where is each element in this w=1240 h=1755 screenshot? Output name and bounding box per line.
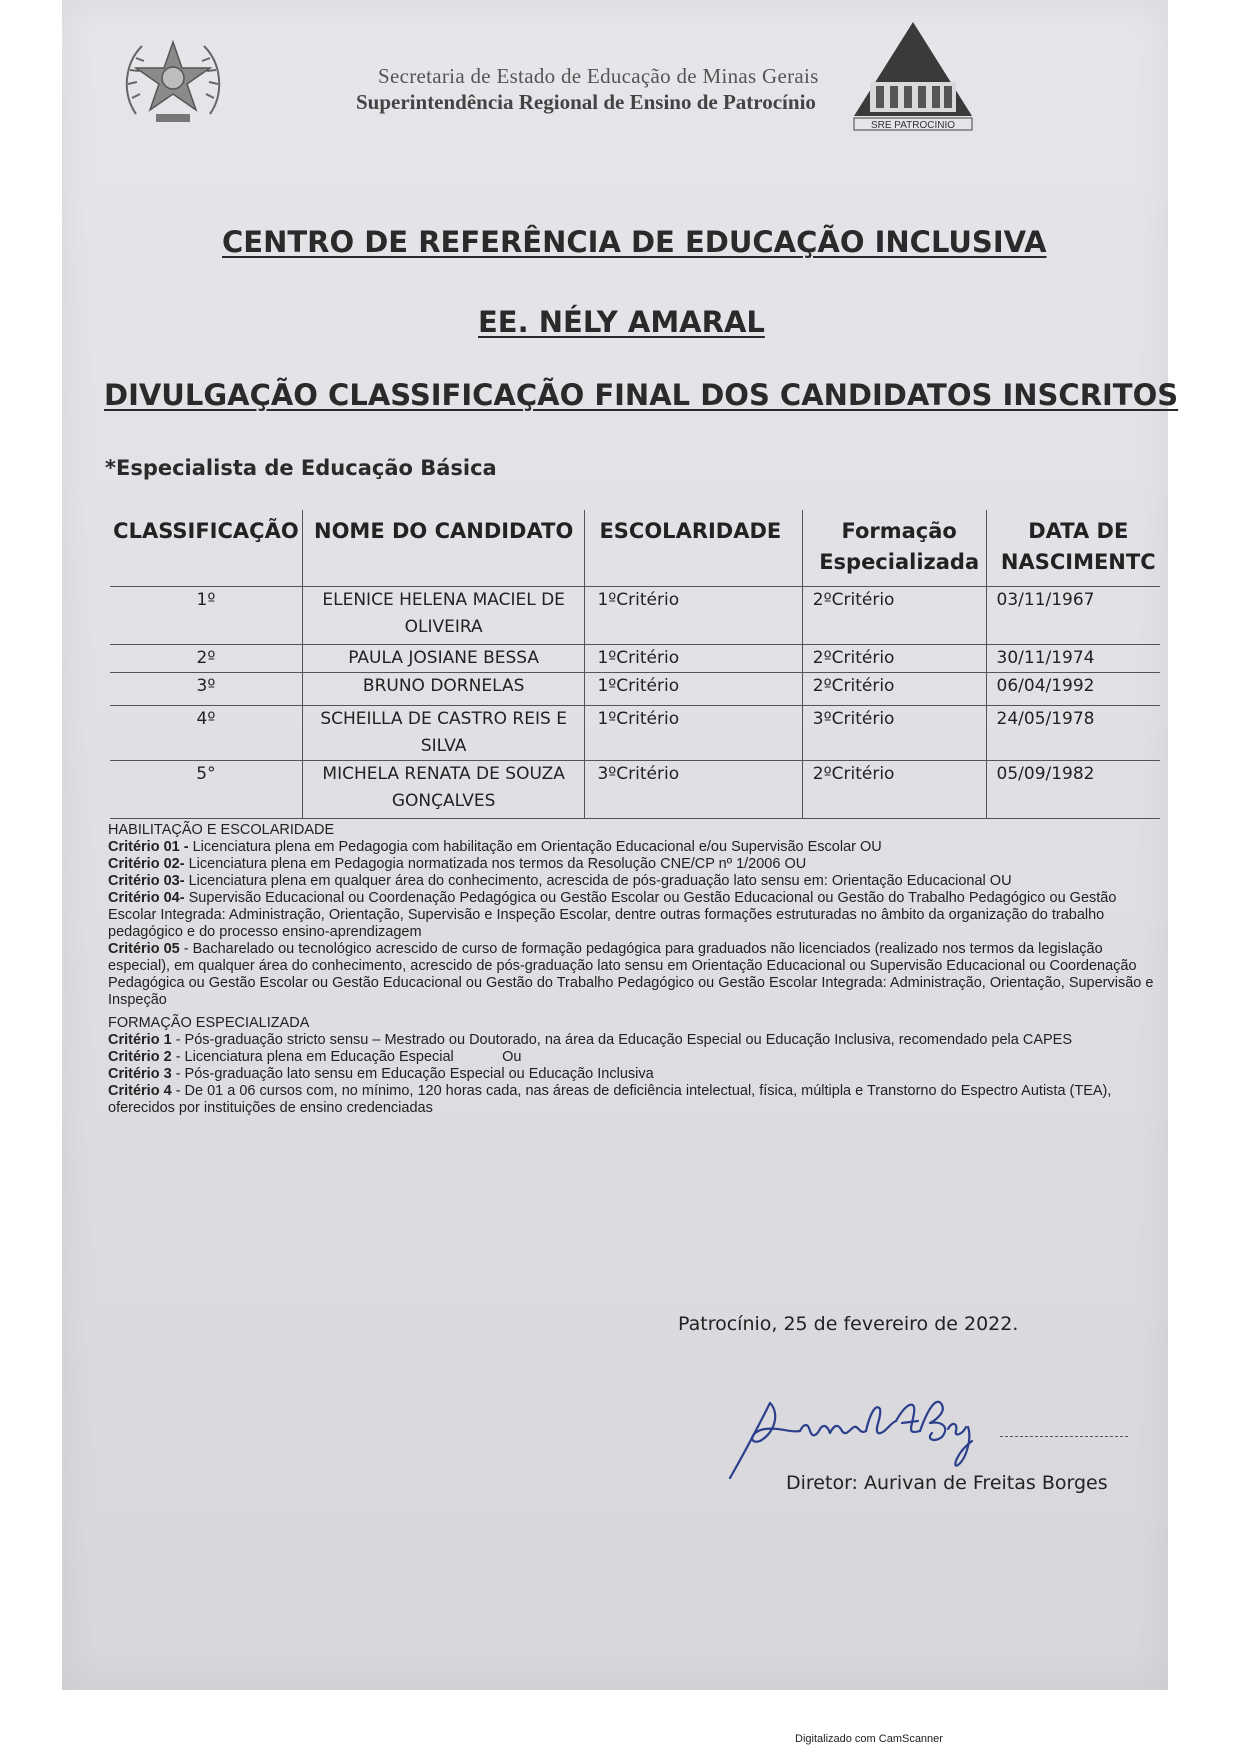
criterion-item [108,1049,1168,1066]
criterion-label: Critério 01 - [108,839,189,855]
cell-formacao: 2ºCritério [802,761,986,819]
cell-birth-date: 03/11/1967 [986,587,1160,645]
criteria-section [108,822,1168,1117]
sre-patrocinio-logo [850,20,976,132]
header-data-line1: DATA DE [1028,519,1129,543]
criterion-text: - Pós-graduação stricto sensu – Mestrado ou Doutorado, na área da Educação Especial ou Educação Inclusiva, recomendado pela CAPES [171,1032,1073,1048]
header-formacao [802,510,986,587]
criterion-item [108,856,1168,873]
table-row [110,673,1160,706]
header-superintendencia: Superintendência Regional de Ensino de Patrocínio [356,90,816,114]
header-classificacao: CLASSIFICAÇÃO [110,510,302,587]
table-row [110,587,1160,645]
table-row [110,645,1160,673]
header-data-nascimento [986,510,1160,587]
cell-position: 1º [110,587,302,645]
criterion-label: Critério 05 [108,941,180,957]
candidate-name-line1: ELENICE HELENA MACIEL DE [322,590,565,610]
cell-candidate-name: PAULA JOSIANE BESSA [302,645,585,673]
subtitle-cargo: *Especialista de Educação Básica [105,456,497,480]
header-nome: NOME DO CANDIDATO [302,510,585,587]
cell-escolaridade: 1ºCritério [585,673,802,706]
criterion-label: Critério 2 [108,1049,172,1065]
title-school: EE. NÉLY AMARAL [478,305,765,339]
director-name: Diretor: Aurivan de Freitas Borges [786,1472,1108,1494]
candidate-name-line1: MICHELA RENATA DE SOUZA [322,764,565,784]
criterion-label: Critério 3 [108,1066,172,1082]
classification-table [110,510,1160,819]
cell-escolaridade: 1ºCritério [585,587,802,645]
habilitacao-title: HABILITAÇÃO E ESCOLARIDADE [108,822,335,838]
cell-formacao: 3ºCritério [802,706,986,761]
cell-formacao: 2ºCritério [802,645,986,673]
criterion-text: - Licenciatura plena em Educação Especial Ou [171,1049,522,1065]
cell-position: 4º [110,706,302,761]
cell-birth-date: 24/05/1978 [986,706,1160,761]
cell-candidate-name: BRUNO DORNELAS [302,673,585,706]
criterion-item [108,941,1168,1009]
criterion-label: Critério 04- [108,890,185,906]
cell-candidate-name [302,761,585,819]
header-data-line2: NASCIMENTC [1000,550,1156,574]
table-row [110,761,1160,819]
table-header-row [110,510,1160,587]
criterion-item [108,1032,1168,1049]
cell-formacao: 2ºCritério [802,587,986,645]
place-date: Patrocínio, 25 de fevereiro de 2022. [678,1313,1019,1335]
header-formacao-line1: Formação [841,519,957,543]
cell-birth-date: 05/09/1982 [986,761,1160,819]
candidate-name-line2: GONÇALVES [391,791,496,811]
criterion-item [108,1066,1168,1083]
cell-escolaridade: 3ºCritério [585,761,802,819]
cell-candidate-name [302,587,585,645]
header-secretaria: Secretaria de Estado de Educação de Minas Gerais [378,64,819,88]
state-crest-logo [118,34,228,126]
criterion-item [108,839,1168,856]
criterion-item [108,890,1168,941]
camscanner-footer: Digitalizado com CamScanner [795,1733,943,1745]
cell-formacao: 2ºCritério [802,673,986,706]
title-announcement: DIVULGAÇÃO CLASSIFICAÇÃO FINAL DOS CANDIDATOS INSCRITOS [104,378,1179,412]
signature-line [1000,1436,1128,1437]
cell-birth-date: 30/11/1974 [986,645,1160,673]
cell-candidate-name: SCHEILLA DE CASTRO REIS E SILVA [302,706,585,761]
criterion-text: Supervisão Educacional ou Coordenação Pedagógica ou Gestão Escolar ou Gestão Educacional ou Gestão do Trabalho Pedagógico ou Gestão Escolar Integrada: Administração, Orientação, Supervisão e Inspeção Escolar, dentre outras formações estruturadas no âmbito da organização do trabalho pedagógico e do processo ensino-aprendizagem [108,890,1117,940]
criterion-label: Critério 03- [108,873,185,889]
criterion-text: - Pós-graduação lato sensu em Educação Especial ou Educação Inclusiva [171,1066,654,1082]
cell-position: 5° [110,761,302,819]
cell-position: 3º [110,673,302,706]
sre-logo-text: SRE PATROCINIO [870,120,956,131]
formacao-title: FORMAÇÃO ESPECIALIZADA [108,1015,310,1031]
criterion-label: Critério 02- [108,856,185,872]
criterion-text: Licenciatura plena em Pedagogia normatizada nos termos da Resolução CNE/CP nº 1/2006 OU [184,856,807,872]
criterion-item [108,1083,1168,1117]
criterion-item [108,873,1168,890]
candidate-name-line2: OLIVEIRA [404,617,483,637]
cell-birth-date: 06/04/1992 [986,673,1160,706]
criterion-text: - Bacharelado ou tecnológico acrescido de curso de formação pedagógica para graduados não licenciados (realizado nos termos da legislação especial), em qualquer área do conhecimento, acrescido de pós-graduação lato sensu em Orientação Educacional ou Supervisão Educacional ou Coordenação Pedagógica ou Gestão Escolar ou Gestão Educacional ou Gestão do Trabalho Pedagógico ou Gestão Escolar Integrada: Administração, Orientação, Supervisão e Inspeção [108,941,1154,1008]
criterion-text: - De 01 a 06 cursos com, no mínimo, 120 horas cada, nas áreas de deficiência intelectual, física, múltipla e Transtorno do Espectro Autista (TEA), oferecidos por instituições de ensino credenciadas [108,1083,1112,1116]
criterion-label: Critério 4 [108,1083,172,1099]
header-escolaridade: ESCOLARIDADE [585,510,802,587]
title-centro: CENTRO DE REFERÊNCIA DE EDUCAÇÃO INCLUSIVA [222,225,1047,259]
header-formacao-line2: Especializada [819,550,980,574]
table-row [110,706,1160,761]
criterion-label: Critério 1 [108,1032,172,1048]
cell-escolaridade: 1ºCritério [585,706,802,761]
criterion-text: Licenciatura plena em qualquer área do conhecimento, acrescida de pós-graduação lato sensu em: Orientação Educacional OU [184,873,1012,889]
cell-escolaridade: 1ºCritério [585,645,802,673]
cell-position: 2º [110,645,302,673]
criterion-text: Licenciatura plena em Pedagogia com habilitação em Orientação Educacional e/ou Supervisão Escolar OU [188,839,882,855]
director-signature [720,1383,1020,1483]
